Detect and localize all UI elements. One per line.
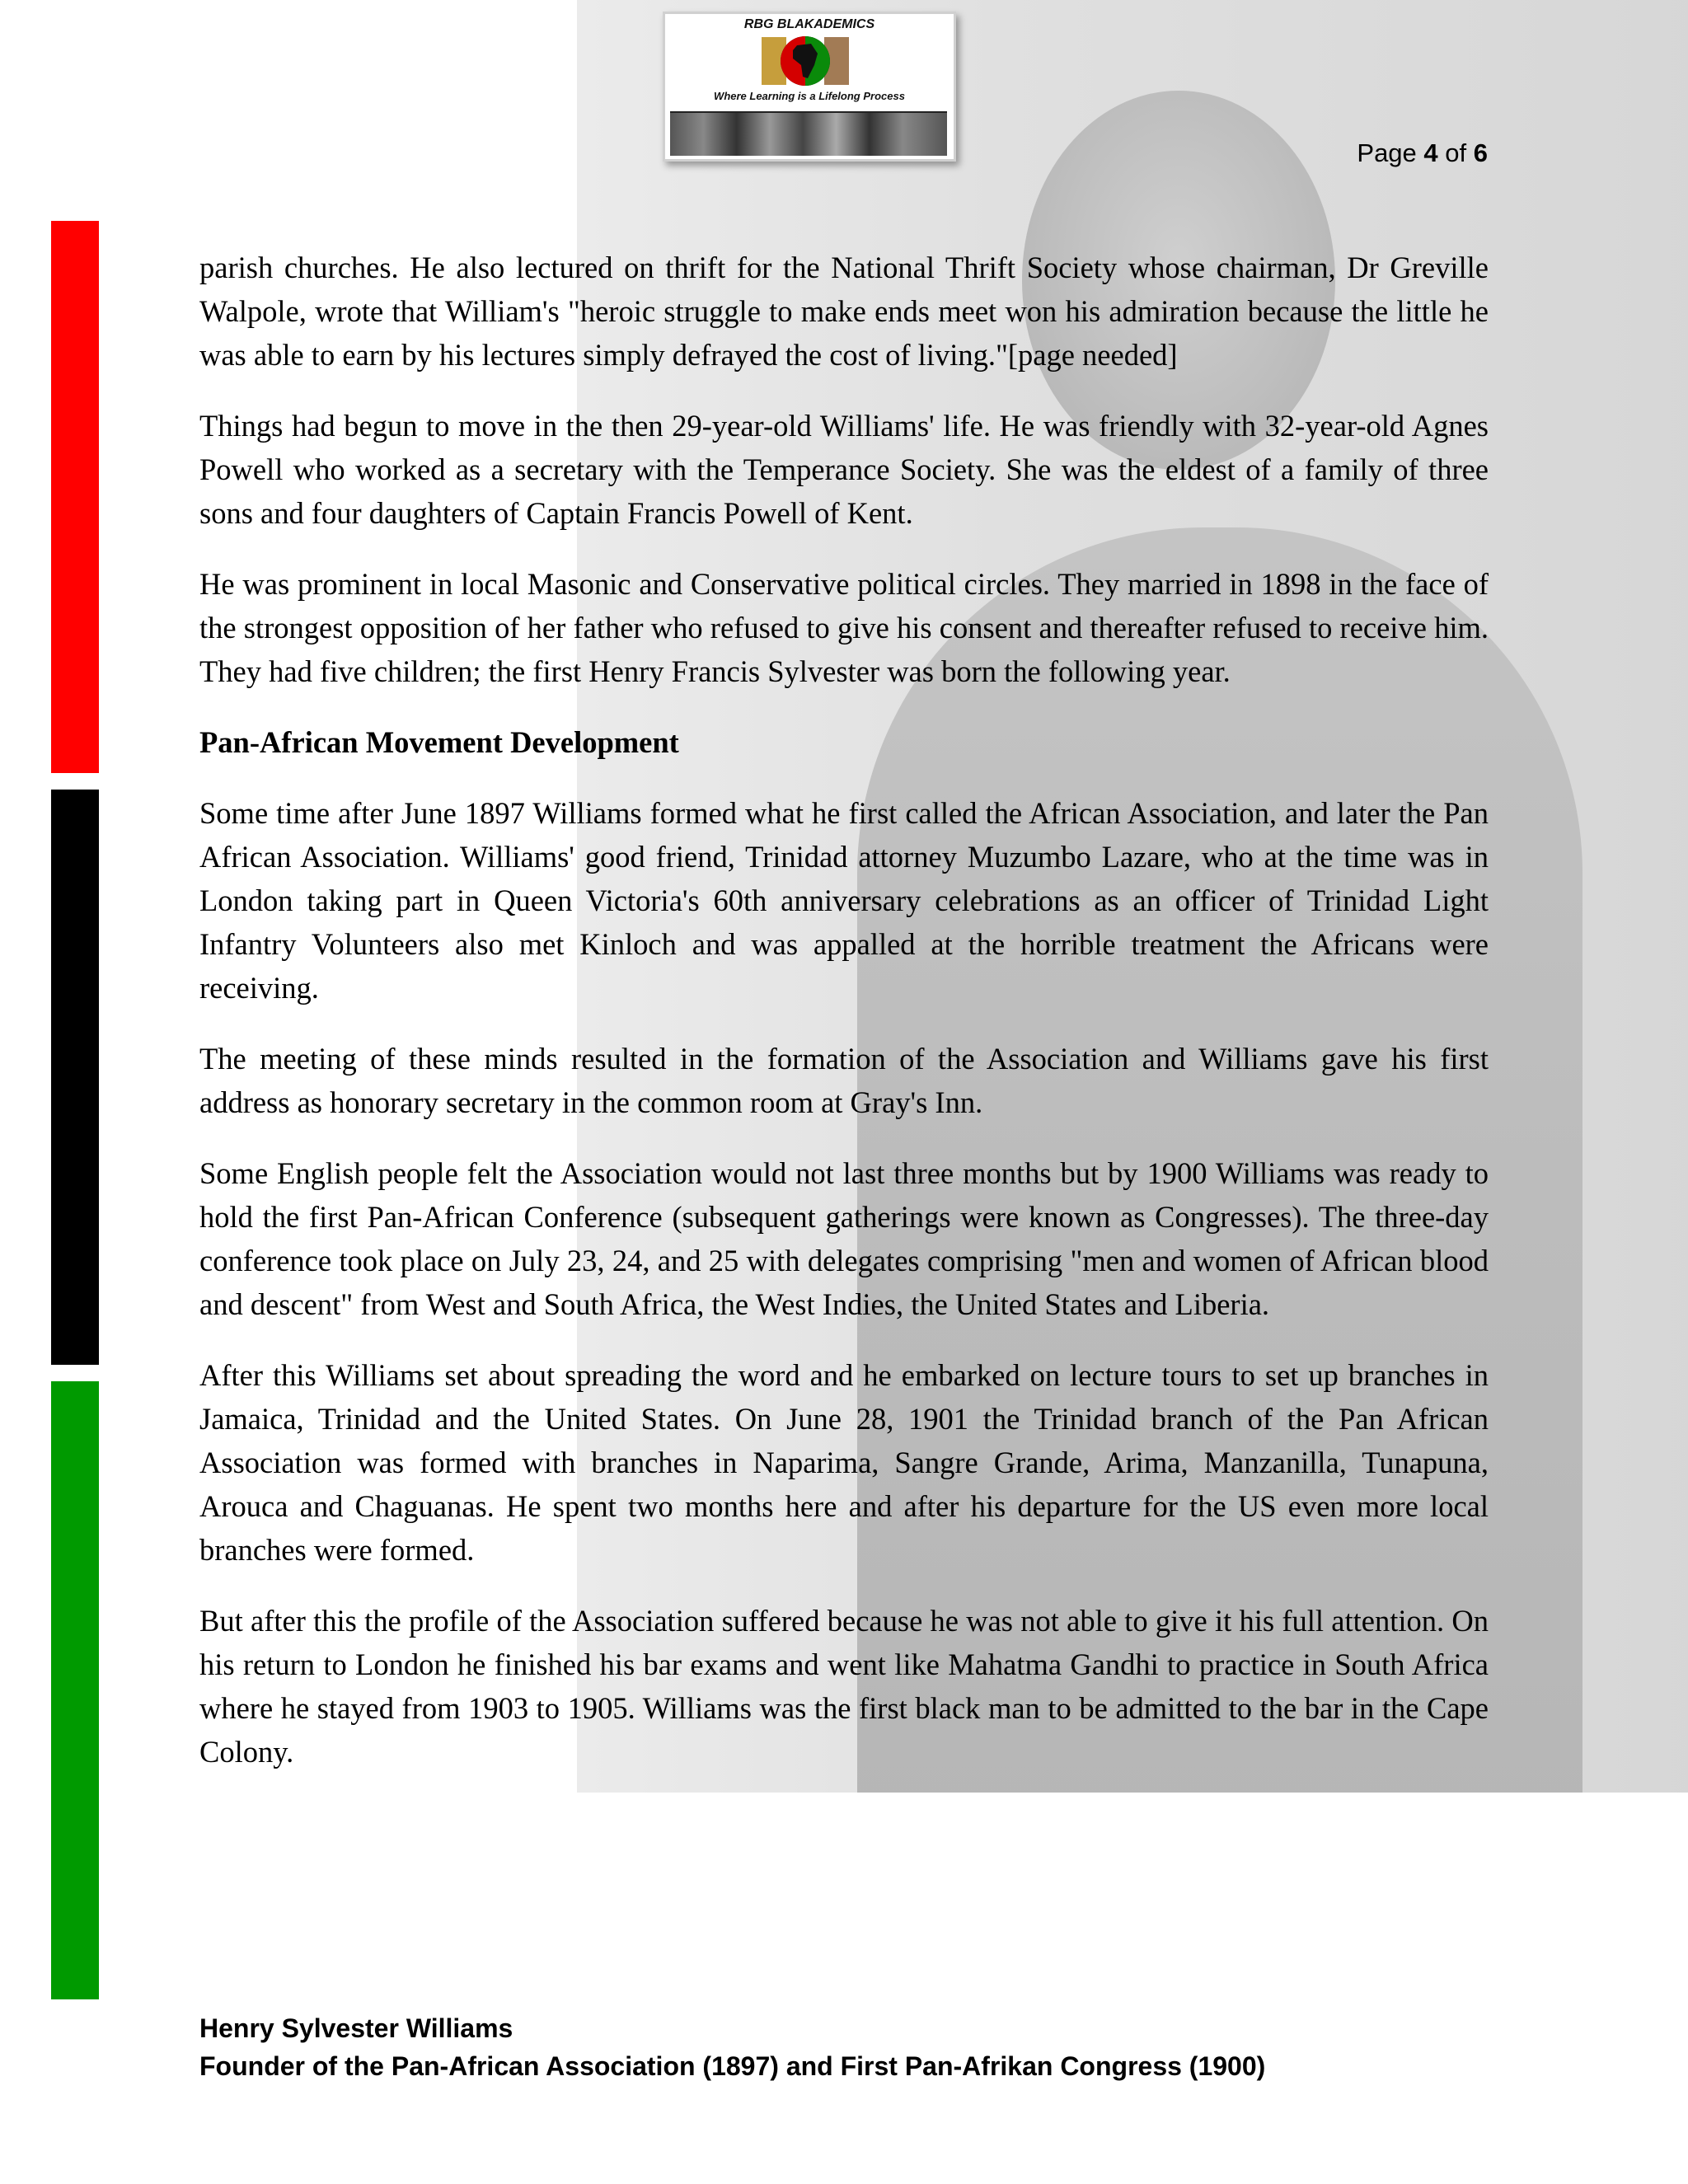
page-total: 6 [1473, 138, 1488, 167]
page-footer [199, 2009, 1265, 2085]
section-heading: Pan-African Movement Development [199, 725, 679, 759]
footer-name: Henry Sylvester Williams [199, 2013, 513, 2043]
logo-title: RBG BLAKADEMICS [743, 17, 875, 31]
paragraph-conference-1900: Some English people felt the Association would not last three months but by 1900 Williams was ready to hold the first Pan-African Conference (subsequent gatherings were known as Congresses). The three-day conference took place on July 23, 24, and 25 with delegates comprising "men and women of African blood and descent" from West and South Africa, the West Indies, the United States and Liberia. [199, 1156, 1489, 1321]
paragraph-south-africa: But after this the profile of the Association suffered because he was not able to give it his full attention. On his return to London he finished his bar exams and went like Mahatma Gandhi to practice in South Africa where he stayed from 1903 to 1905. Williams was the first black man to be admitted to the bar in the Cape Colony. [199, 1604, 1489, 1769]
logo-portrait-strip [670, 111, 947, 156]
rbg-blakademics-logo [663, 12, 956, 162]
footer-description: Founder of the Pan-African Association (1897) and First Pan-Afrikan Congress (1900) [199, 2051, 1266, 2081]
flag-bar-green [51, 1381, 99, 1999]
paragraph-marriage: He was prominent in local Masonic and Conservative political circles. They married in 1898 in the face of the strongest opposition of her father who refused to give his consent and thereafter refused to receive him. They had five children; the first Henry Francis Sylvester was born the following year. [199, 567, 1489, 688]
logo-tagline: Where Learning is a Lifelong Process [714, 90, 905, 102]
africa-emblem-icon [760, 34, 851, 88]
page-prefix: Page [1357, 138, 1424, 167]
page-separator: of [1437, 138, 1474, 167]
paragraph-agnes-powell: Things had begun to move in the then 29-year-old Williams' life. He was friendly with 32-year-old Agnes Powell who worked as a secretary with the Temperance Society. She was the eldest of a family of three sons and four daughters of Captain Francis Powell of Kent. [199, 409, 1489, 530]
article-body [199, 246, 1489, 1801]
flag-bar-black [51, 790, 99, 1365]
page-current: 4 [1423, 138, 1438, 167]
paragraph-grays-inn: The meeting of these minds resulted in the formation of the Association and Williams gave his first address as honorary secretary in the common room at Gray's Inn. [199, 1042, 1489, 1119]
paragraph-lecture-tours: After this Williams set about spreading the word and he embarked on lecture tours to set up branches in Jamaica, Trinidad and the United States. On June 28, 1901 the Trinidad branch of the Pan African Association was formed with branches in Naparima, Sangre Grande, Arima, Manzanilla, Tunapuna, Arouca and Chaguanas. He spent two months here and after his departure for the US even more local branches were formed. [199, 1358, 1489, 1567]
paragraph-association-formed: Some time after June 1897 Williams formed what he first called the African Association, and later the Pan African Association. Williams' good friend, Trinidad attorney Muzumbo Lazare, who at the time was in London taking part in Queen Victoria's 60th anniversary celebrations as an officer of Trinidad Light Infantry Volunteers also met Kinloch and was appalled at the horrible treatment the Africans were receiving. [199, 796, 1489, 1005]
page-indicator [1357, 138, 1488, 168]
paragraph-thrift-lectures: parish churches. He also lectured on thrift for the National Thrift Society whose chairman, Dr Greville Walpole, wrote that William's "heroic struggle to make ends meet won his admiration because the little he was able to earn by his lectures simply defrayed the cost of living."[page needed] [199, 251, 1489, 372]
flag-bar-red [51, 221, 99, 773]
